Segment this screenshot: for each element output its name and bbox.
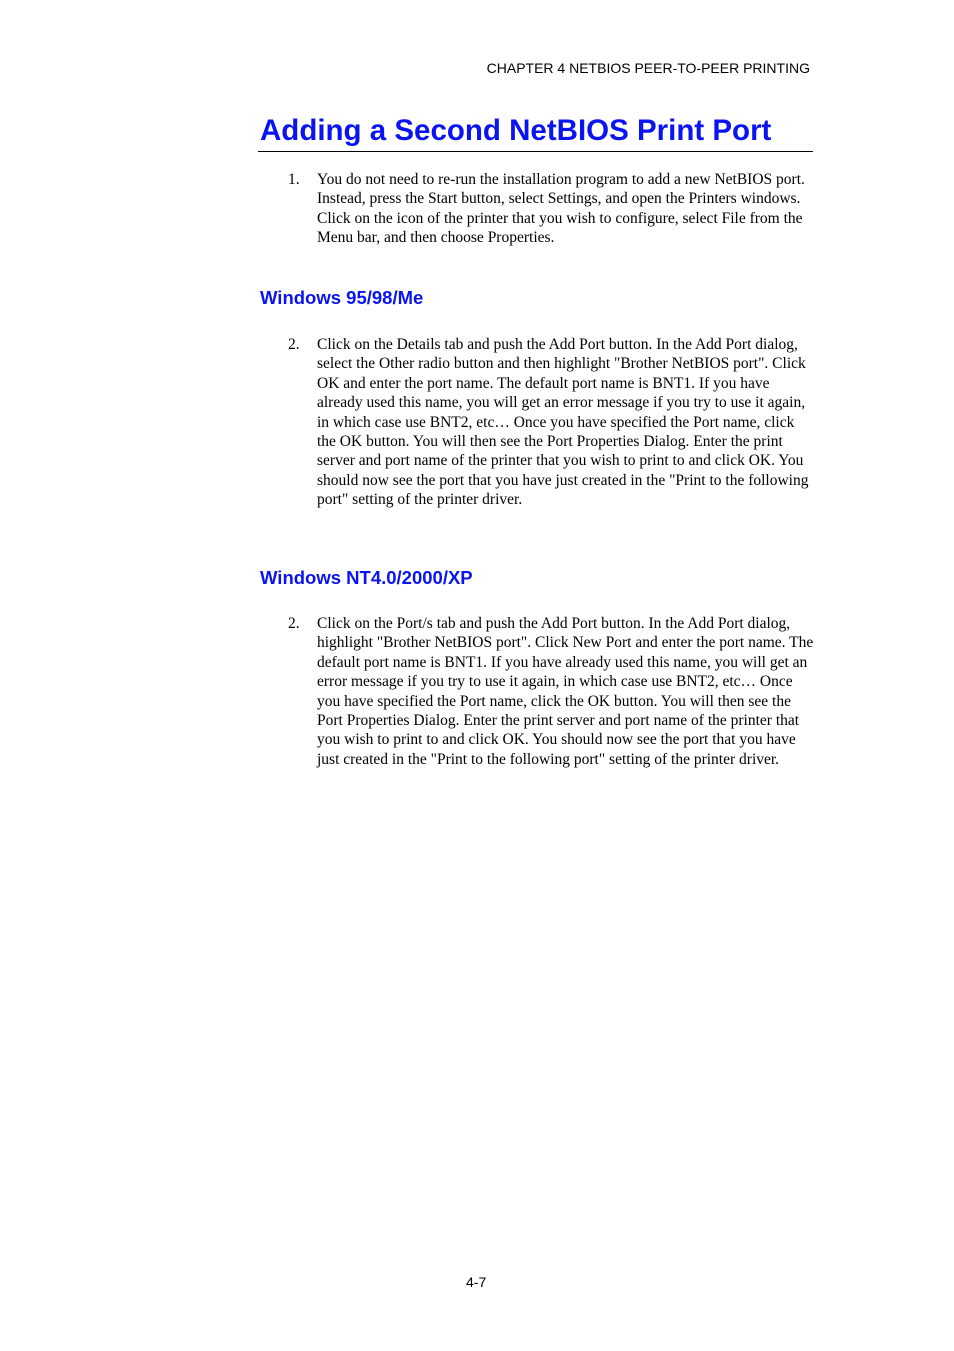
page-number: 4-7: [466, 1274, 487, 1290]
running-header: CHAPTER 4 NETBIOS PEER-TO-PEER PRINTING: [486, 60, 810, 76]
section-heading-windows-nt-2000-xp: Windows NT4.0/2000/XP: [260, 567, 473, 588]
section-heading-windows-95-98-me: Windows 95/98/Me: [260, 287, 424, 308]
list-item-text: You do not need to re-run the installation program to add a new NetBIOS port. Instead, press the Start button, select Settings, and open the Printers windows. Click on the icon of the printer that you wish to configure, select File from the Menu bar, and then choose Properties.: [317, 171, 805, 247]
page-title: Adding a Second NetBIOS Print Port: [258, 112, 813, 152]
list-item-intro: [288, 170, 814, 248]
list-item-number: 2.: [288, 336, 300, 353]
list-item-number: 1.: [288, 171, 300, 188]
list-item-text: Click on the Details tab and push the Add Port button. In the Add Port dialog, select the Other radio button and then highlight "Brother NetBIOS port". Click OK and enter the port name. The default port name is BNT1. If you have already used this name, you will get an error message if you try to use it again, in which case use BNT2, etc… Once you have specified the Port name, click the OK button. You will then see the Port Properties Dialog. Enter the print server and port name of the printer that you wish to print to and click OK. You should now see the port that you have just created in the "Print to the following port" setting of the printer driver.: [317, 336, 809, 509]
list-item-number: 2.: [288, 615, 300, 632]
list-item-windows-95-98-me: [288, 335, 814, 510]
list-item-windows-nt-2000-xp: [288, 614, 814, 769]
list-item-text: Click on the Port/s tab and push the Add Port button. In the Add Port dialog, highlight "Brother NetBIOS port". Click New Port and enter the port name. The default port name is BNT1. If you have already used this name, you will get an error message if you try to use it again, in which case use BNT2, etc… Once you have specified the Port name, click the OK button. You will then see the Port Properties Dialog. Enter the print server and port name of the printer that you wish to print to and click OK. You should now see the port that you have just created in the "Print to the following port" setting of the printer driver.: [317, 615, 814, 768]
